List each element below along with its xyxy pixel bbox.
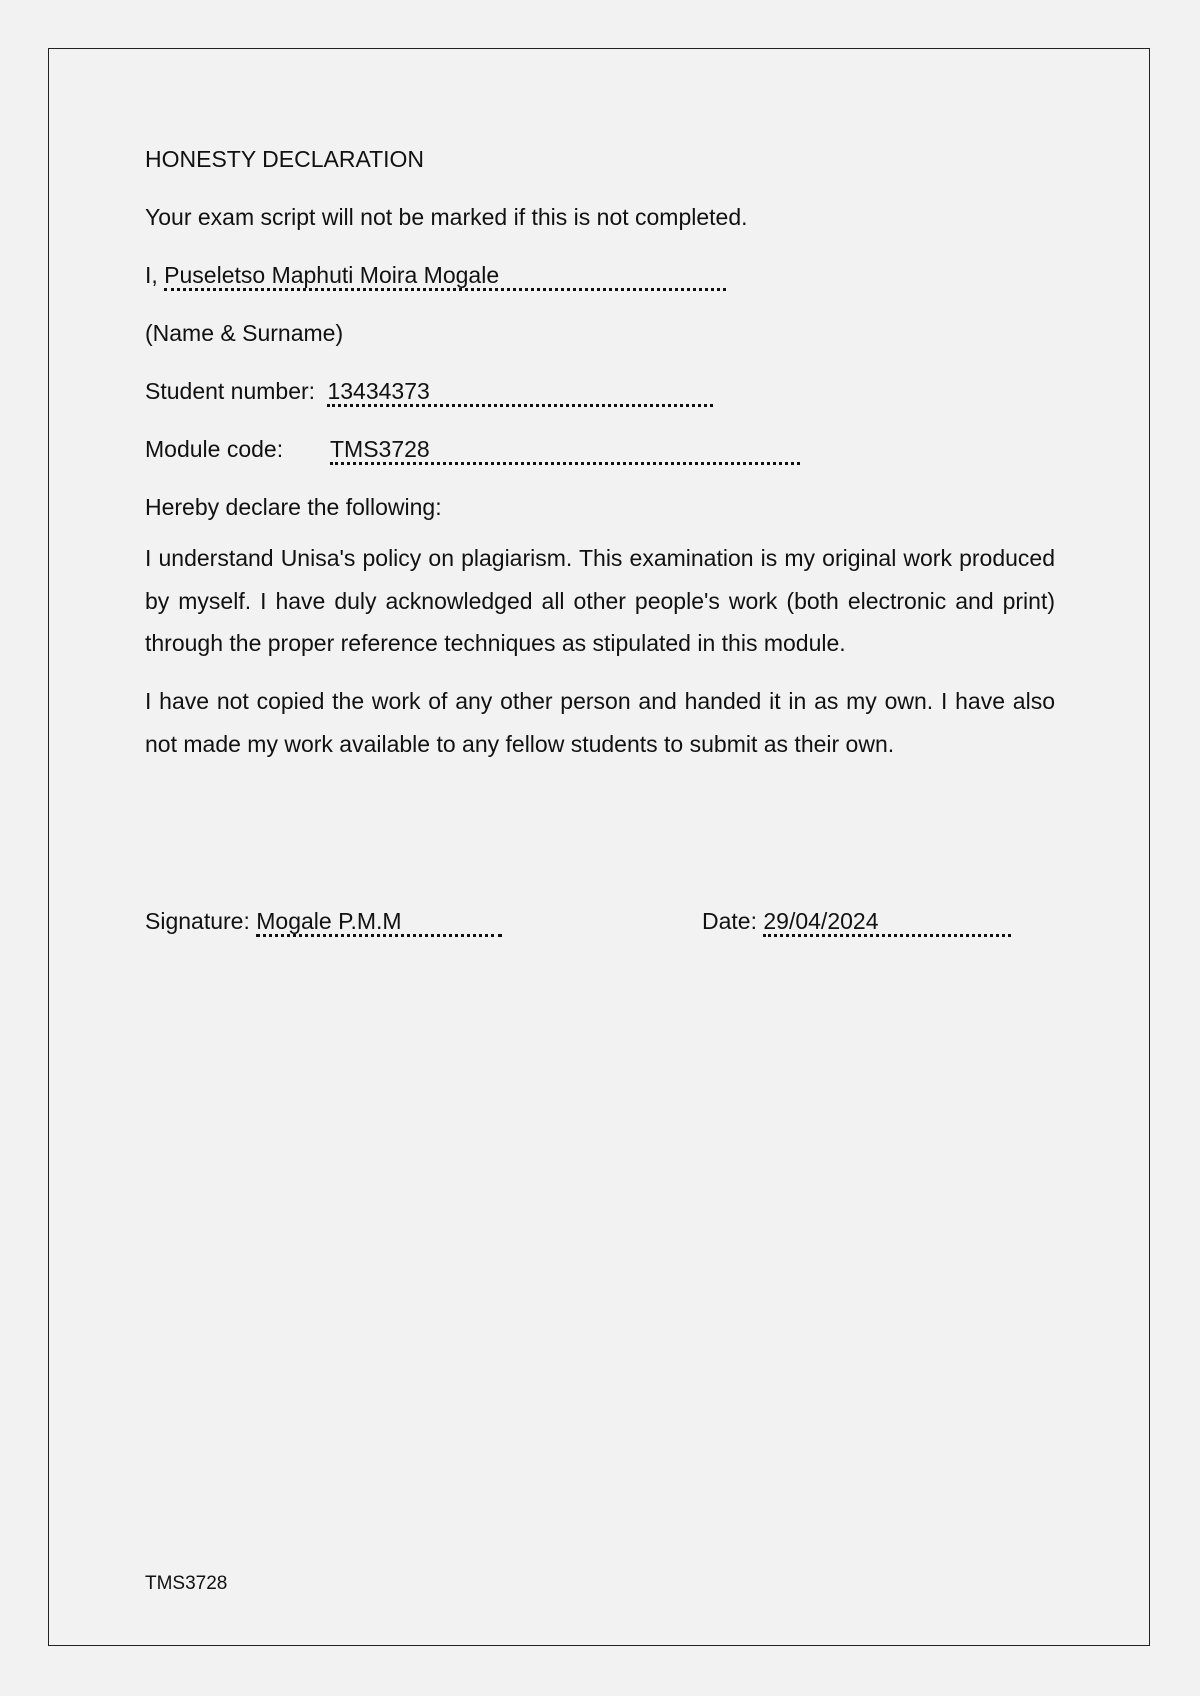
declaration-heading: HONESTY DECLARATION <box>145 146 425 172</box>
module-code-field[interactable] <box>330 436 800 465</box>
date-line <box>702 906 1011 937</box>
signature-line <box>145 906 502 937</box>
declare-intro: Hereby declare the following: <box>145 494 442 520</box>
signature-label: Signature: <box>145 908 250 934</box>
student-number-field[interactable] <box>327 378 713 407</box>
name-caption: (Name & Surname) <box>145 320 344 346</box>
student-number-value: 13434373 <box>327 378 430 404</box>
name-value: Puseletso Maphuti Moira Mogale <box>164 262 500 288</box>
footer-module-code: TMS3728 <box>145 1573 228 1594</box>
signature-field[interactable] <box>256 908 502 937</box>
module-code-label: Module code: <box>145 436 284 462</box>
name-prefix: I, <box>145 262 158 288</box>
declaration-paragraph-2: I have not copied the work of any other person and handed it in as my own. I have also not made my work available to any fellow students to submit as their own. <box>145 688 1055 757</box>
date-value: 29/04/2024 <box>763 908 879 934</box>
signature-value: Mogale P.M.M <box>256 908 402 934</box>
name-line <box>145 260 726 291</box>
date-label: Date: <box>702 908 757 934</box>
student-number-label: Student number: <box>145 378 316 404</box>
date-field[interactable] <box>763 908 1011 937</box>
declaration-paragraph-1: I understand Unisa's policy on plagiarism. This examination is my original work produced by myself. I have duly acknowledged all other people's work (both electronic and print) through the proper reference techniques as stipulated in this module. <box>145 545 1055 656</box>
module-code-line <box>145 434 800 465</box>
module-code-value: TMS3728 <box>330 436 430 462</box>
student-number-line <box>145 376 713 407</box>
name-field[interactable] <box>164 262 726 291</box>
notice-text: Your exam script will not be marked if this is not completed. <box>145 204 748 230</box>
